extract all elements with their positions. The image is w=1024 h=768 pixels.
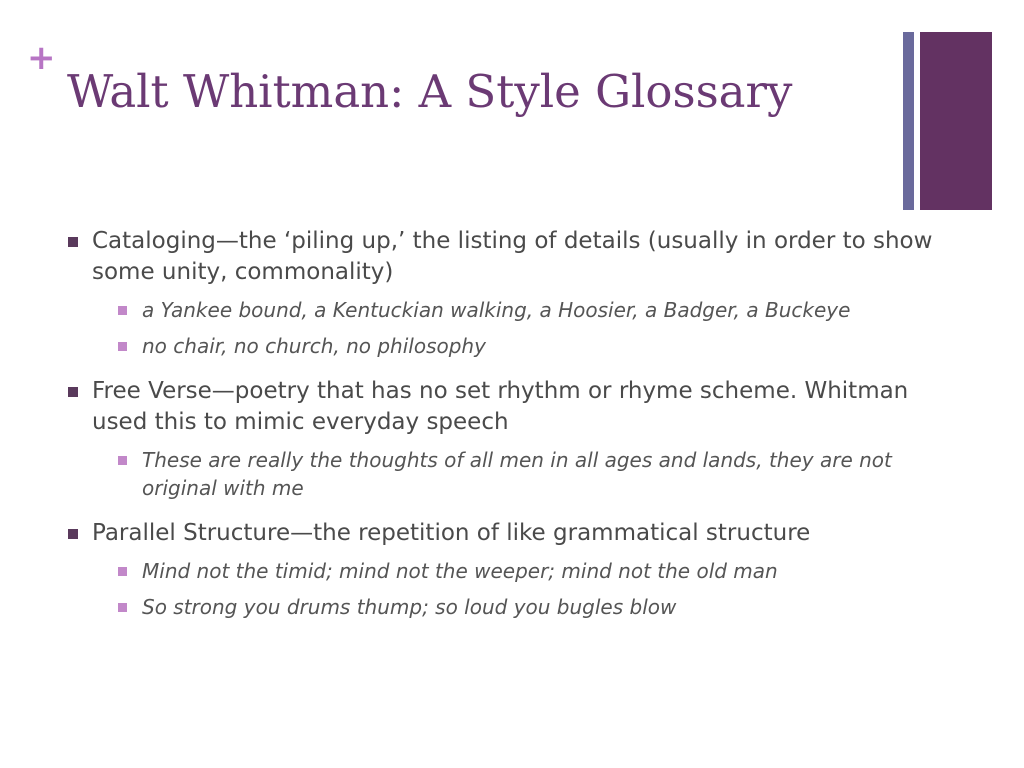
- square-bullet-icon: [118, 603, 127, 612]
- slide-title: Walt Whitman: A Style Glossary: [67, 65, 793, 118]
- sub-bullet-text: a Yankee bound, a Kentuckian walking, a Hoosier, a Badger, a Buckeye: [142, 298, 851, 322]
- square-bullet-icon: [68, 529, 78, 539]
- sub-bullet-item: [116, 332, 958, 360]
- sub-bullet-text: Mind not the timid; mind not the weeper; mind not the old man: [142, 559, 778, 583]
- sub-bullet-text: no chair, no church, no philosophy: [142, 334, 486, 358]
- square-bullet-icon: [118, 456, 127, 465]
- square-bullet-icon: [118, 342, 127, 351]
- sub-bullet-list: [92, 446, 958, 502]
- sub-bullet-item: [116, 296, 958, 324]
- sub-bullet-item: [116, 593, 958, 621]
- sub-bullet-item: [116, 446, 958, 502]
- square-bullet-icon: [118, 567, 127, 576]
- sub-bullet-list: [92, 296, 958, 360]
- square-bullet-icon: [68, 387, 78, 397]
- sub-bullet-text: These are really the thoughts of all men in all ages and lands, they are not original with me: [142, 448, 892, 500]
- bullet-item-cataloging: [68, 226, 958, 360]
- plus-icon: +: [27, 38, 56, 78]
- sub-bullet-item: [116, 557, 958, 585]
- sub-bullet-list: [92, 557, 958, 621]
- accent-bar-thin: [903, 32, 914, 210]
- bullet-text: Cataloging—the ‘piling up,’ the listing of details (usually in order to show some unity, commonality): [92, 228, 933, 285]
- bullet-item-free-verse: [68, 376, 958, 502]
- bullet-text: Parallel Structure—the repetition of like grammatical structure: [92, 520, 811, 546]
- bullet-item-parallel-structure: [68, 518, 958, 621]
- square-bullet-icon: [118, 306, 127, 315]
- bullet-list: [68, 226, 958, 621]
- square-bullet-icon: [68, 237, 78, 247]
- sub-bullet-text: So strong you drums thump; so loud you bugles blow: [142, 595, 677, 619]
- accent-bar-thick: [920, 32, 992, 210]
- bullet-text: Free Verse—poetry that has no set rhythm or rhyme scheme. Whitman used this to mimic everyday speech: [92, 378, 909, 435]
